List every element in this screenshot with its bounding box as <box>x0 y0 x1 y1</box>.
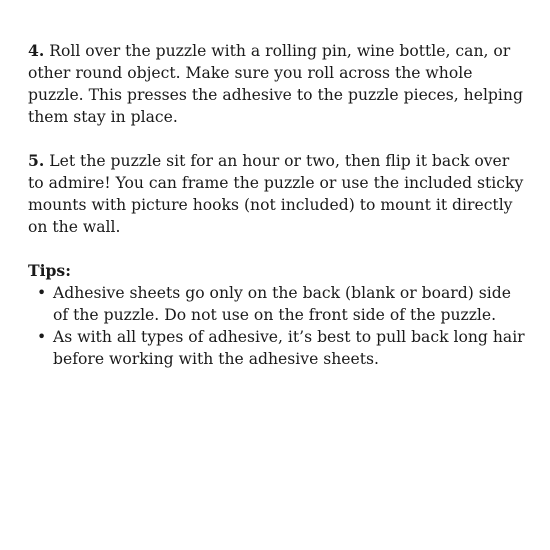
step-text: Roll over the puzzle with a rolling pin, wine bottle, can, or other round object. Make sure you roll across the whole puzzle. This presses the adhesive to the puzzle pieces, helping them stay in place. <box>28 42 523 126</box>
step-number: 5. <box>28 151 45 170</box>
list-item <box>28 282 528 326</box>
tip-text: As with all types of adhesive, it’s best to pull back long hair before working with the adhesive sheets. <box>53 328 525 368</box>
step-5 <box>28 150 528 238</box>
list-item <box>28 326 528 370</box>
bullet-icon: • <box>37 328 47 346</box>
tip-text: Adhesive sheets go only on the back (blank or board) side of the puzzle. Do not use on the front side of the puzzle. <box>53 284 511 324</box>
bullet-icon: • <box>37 284 47 302</box>
tips-section <box>28 260 528 370</box>
step-text: Let the puzzle sit for an hour or two, then flip it back over to admire! You can frame the puzzle or use the included sticky mounts with picture hooks (not included) to mount it directly on the wall. <box>28 152 524 236</box>
step-number: 4. <box>28 41 45 60</box>
tips-heading: Tips: <box>28 261 71 280</box>
tips-list <box>28 282 528 370</box>
step-4 <box>28 40 528 128</box>
instructions-content <box>28 40 528 370</box>
